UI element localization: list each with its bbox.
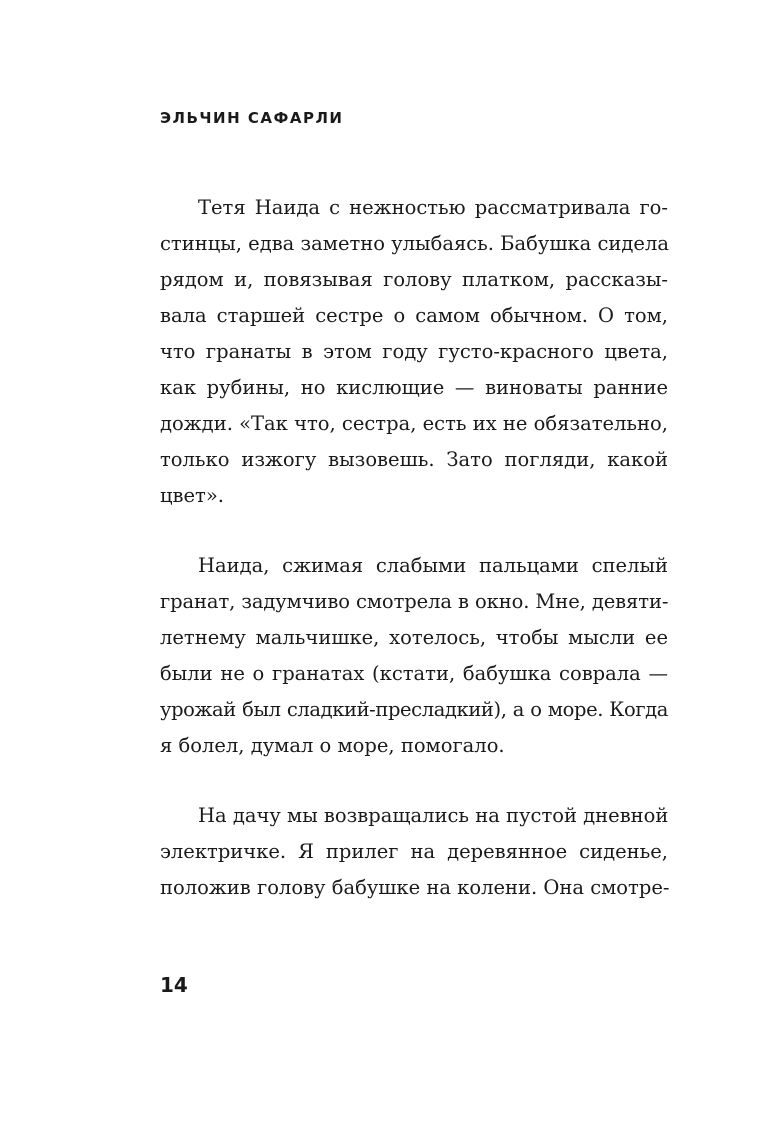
text-line: были не о гранатах (кстати, бабушка соврала — [160,662,668,685]
paragraph [160,190,668,514]
text-line: урожай был сладкий-пресладкий), а о море. Когда [160,698,668,721]
text-line: цвет». [160,484,224,507]
running-head-author: ЭЛЬЧИН САФАРЛИ [160,109,344,127]
text-line: только изжогу вызовешь. Зато погляди, какой [160,448,668,471]
text-line: стинцы, едва заметно улыбаясь. Бабушка сидела [160,232,669,255]
text-line: На дачу мы возвращались на пустой дневной [198,804,669,827]
text-line: положив голову бабушке на колени. Она смотре- [160,876,670,899]
text-line: электричке. Я прилег на деревянное сиденье, [160,840,668,863]
paragraph [160,798,668,906]
text-line: я болел, думал о море, помогало. [160,734,505,757]
text-line: гранат, задумчиво смотрела в окно. Мне, девяти- [160,590,669,613]
text-line: дожди. «Так что, сестра, есть их не обязательно, [160,412,668,435]
text-line: Наида, сжимая слабыми пальцами спелый [198,554,668,577]
paragraph-gap [160,764,668,798]
text-line: летнему мальчишке, хотелось, чтобы мысли ее [160,626,668,649]
text-line: что гранаты в этом году густо-красного цвета, [160,340,668,363]
text-line: рядом и, повязывая голову платком, рассказы- [160,268,668,291]
paragraph [160,548,668,764]
text-line: как рубины, но кислющие — виноваты ранние [160,376,668,399]
paragraph-gap [160,514,668,548]
page-number: 14 [160,973,188,997]
text-line: Тетя Наида с нежностью рассматривала го- [198,196,668,219]
body-text [160,190,668,906]
text-line: вала старшей сестре о самом обычном. О том, [160,304,668,327]
